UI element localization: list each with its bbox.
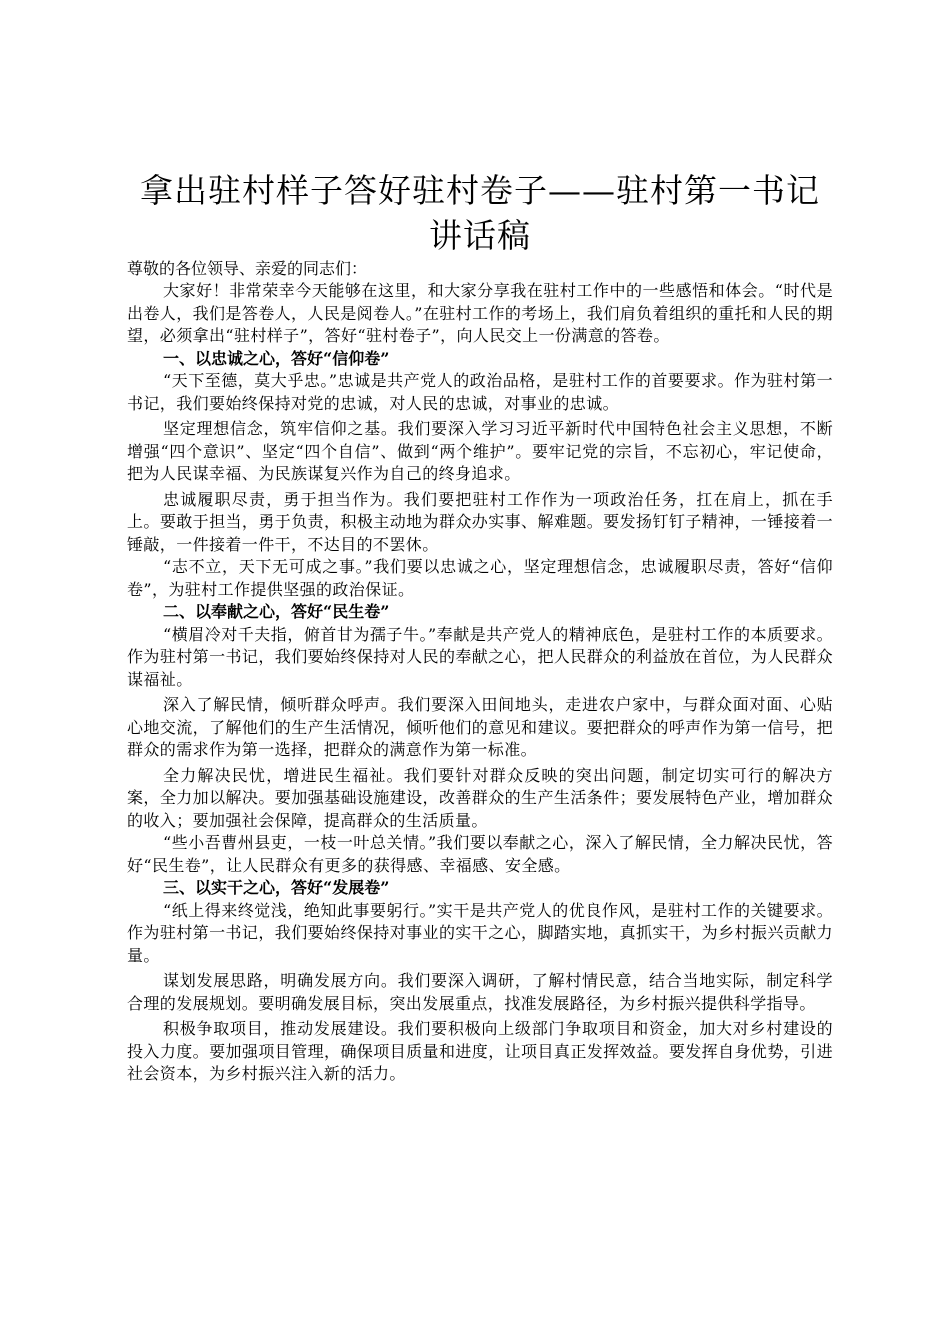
section-paragraph: “志不立，天下无可成之事。”我们要以忠诚之心，坚定理想信念，忠诚履职尽责，答好“信仰卷”，为驻村工作提供坚强的政治保证。 [127, 557, 833, 599]
section-paragraph: 深入了解民情，倾听群众呼声。我们要深入田间地头，走进农户家中，与群众面对面、心贴心地交流，了解他们的生产生活情况，倾听他们的意见和建议。要把群众的呼声作为第一信号，把群众的需求作为第一选择，把群众的满意作为第一标准。 [127, 695, 833, 759]
greeting: 尊敬的各位领导、亲爱的同志们： [127, 259, 368, 278]
section-heading: 一、以忠诚之心，答好“信仰卷” [163, 348, 390, 368]
section-paragraph: 积极争取项目，推动发展建设。我们要积极向上级部门争取项目和资金，加大对乡村建设的投入力度。要加强项目管理，确保项目质量和进度，让项目真正发挥效益。要发挥自身优势，引进社会资本，为乡村振兴注入新的活力。 [127, 1019, 833, 1083]
section-paragraph: 全力解决民忧，增进民生福祉。我们要针对群众反映的突出问题，制定切实可行的解决方案，全力加以解决。要加强基础设施建设，改善群众的生产生活条件；要发展特色产业，增加群众的收入；要加强社会保障，提高群众的生活质量。 [127, 765, 833, 830]
section-paragraph: “天下至德，莫大乎忠。”忠诚是共产党人的政治品格，是驻村工作的首要要求。作为驻村第一书记，我们要始终保持对党的忠诚，对人民的忠诚，对事业的忠诚。 [127, 371, 833, 413]
section-3 [127, 877, 833, 1086]
section-paragraph: 忠诚履职尽责，勇于担当作为。我们要把驻村工作作为一项政治任务，扛在肩上，抓在手上。要敢于担当，勇于负责，积极主动地为群众办实事、解难题。要发扬钉钉子精神，一锤接着一锤敲，一件接着一件干，不达目的不罢休。 [127, 489, 833, 554]
section-paragraph: “纸上得来终觉浅，绝知此事要躬行。”实干是共产党人的优良作风，是驻村工作的关键要求。作为驻村第一书记，我们要始终保持对事业的实干之心，脚踏实地，真抓实干，为乡村振兴贡献力量。 [127, 900, 833, 965]
section-2 [127, 601, 833, 877]
section-heading: 三、以实干之心，答好“发展卷” [163, 878, 390, 897]
section-paragraph: “横眉冷对千夫指，俯首甘为孺子牛。”奉献是共产党人的精神底色，是驻村工作的本质要求。作为驻村第一书记，我们要始终保持对人民的奉献之心，把人民群众的利益放在首位，为人民群众谋福祉。 [127, 624, 833, 689]
document-title: 拿出驻村样子答好驻村卷子——驻村第一书记讲话稿 [140, 171, 820, 255]
section-paragraph: 谋划发展思路，明确发展方向。我们要深入调研，了解村情民意，结合当地实际，制定科学合理的发展规划。要明确发展目标，突出发展重点，找准发展路径，为乡村振兴提供科学指导。 [127, 971, 833, 1013]
section-heading: 二、以奉献之心，答好“民生卷” [163, 602, 390, 621]
intro-paragraph: 大家好！非常荣幸今天能够在这里，和大家分享我在驻村工作中的一些感悟和体会。“时代是出卷人，我们是答卷人，人民是阅卷人。”在驻村工作的考场上，我们肩负着组织的重托和人民的期望，必须拿出“驻村样子”，答好“驻村卷子”，向人民交上一份满意的答卷。 [127, 281, 833, 345]
section-paragraph: 坚定理想信念，筑牢信仰之基。我们要深入学习习近平新时代中国特色社会主义思想，不断增强“四个意识”、坚定“四个自信”、做到“两个维护”。要牢记党的宗旨，不忘初心，牢记使命，把为人民谋幸福、为民族谋复兴作为自己的终身追求。 [127, 419, 833, 483]
section-1 [127, 348, 833, 602]
document-page [127, 168, 833, 1086]
section-paragraph: “些小吾曹州县吏，一枝一叶总关情。”我们要以奉献之心，深入了解民情，全力解决民忧，答好“民生卷”，让人民群众有更多的获得感、幸福感、安全感。 [127, 833, 833, 875]
